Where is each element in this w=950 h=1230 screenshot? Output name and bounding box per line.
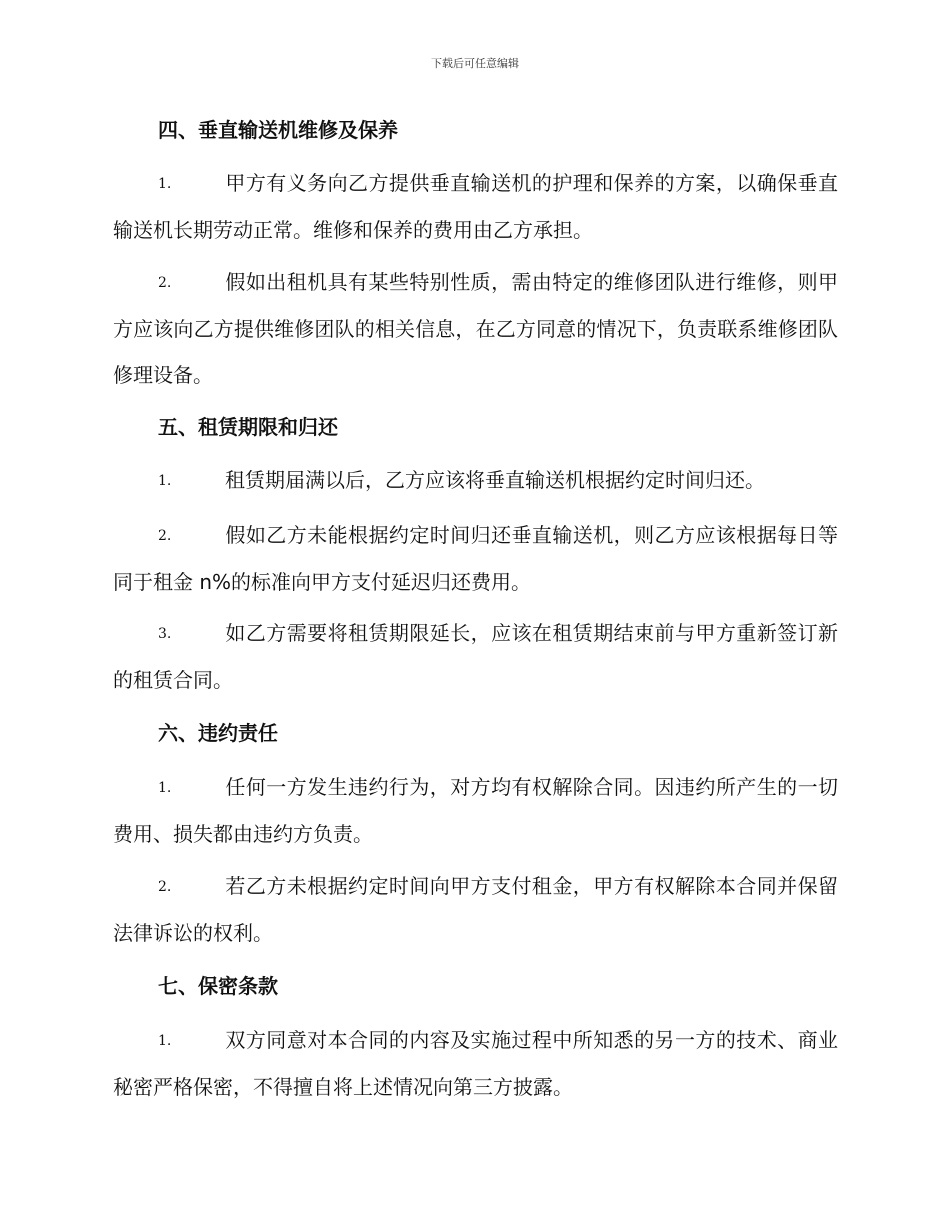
list-item — [113, 259, 838, 398]
item-text: 租赁期届满以后，乙方应该将垂直输送机根据约定时间归还。 — [225, 468, 765, 492]
section-heading — [113, 719, 838, 747]
section-heading — [113, 972, 838, 1000]
list-item — [113, 160, 838, 253]
item-text: 假如出租机具有某些特别性质，需由特定的维修团队进行维修，则甲方应该向乙方提供维修团队的相关信息，在乙方同意的情况下，负责联系维修团队修理设备。 — [113, 270, 838, 387]
item-text: 任何一方发生违约行为，对方均有权解除合同。因违约所产生的一切费用、损失都由违约方负责。 — [113, 775, 838, 846]
item-number: 1. — [158, 780, 172, 796]
list-item — [113, 764, 838, 857]
section-title: 五、租赁期限和归还 — [158, 415, 338, 439]
section-heading — [113, 116, 838, 144]
item-number: 2. — [158, 879, 172, 895]
item-number: 2. — [158, 528, 172, 544]
section-title: 六、违约责任 — [158, 721, 278, 745]
list-item — [113, 610, 838, 703]
item-number: 1. — [158, 176, 172, 192]
item-text: 如乙方需要将租赁期限延长，应该在租赁期结束前与甲方重新签订新的租赁合同。 — [113, 621, 838, 692]
section-heading — [113, 413, 838, 441]
item-number: 3. — [158, 626, 172, 642]
section-title: 四、垂直输送机维修及保养 — [158, 118, 398, 142]
item-number: 1. — [158, 473, 172, 489]
section-title: 七、保密条款 — [158, 974, 278, 998]
list-item — [113, 457, 838, 504]
header-note: 下载后可任意编辑 — [431, 57, 519, 70]
list-item — [113, 1017, 838, 1110]
item-text: 双方同意对本合同的内容及实施过程中所知悉的另一方的技术、商业秘密严格保密，不得擅自将上述情况向第三方披露。 — [113, 1028, 838, 1099]
item-number: 2. — [158, 275, 172, 291]
item-number: 1. — [158, 1033, 172, 1049]
list-item — [113, 863, 838, 956]
item-text: 假如乙方未能根据约定时间归还垂直输送机，则乙方应该根据每日等同于租金 n%的标准向甲方支付延迟归还费用。 — [113, 523, 838, 594]
item-text: 若乙方未根据约定时间向甲方支付租金，甲方有权解除本合同并保留法律诉讼的权利。 — [113, 874, 838, 945]
item-text: 甲方有义务向乙方提供垂直输送机的护理和保养的方案，以确保垂直输送机长期劳动正常。维修和保养的费用由乙方承担。 — [113, 171, 838, 242]
list-item — [113, 512, 838, 605]
